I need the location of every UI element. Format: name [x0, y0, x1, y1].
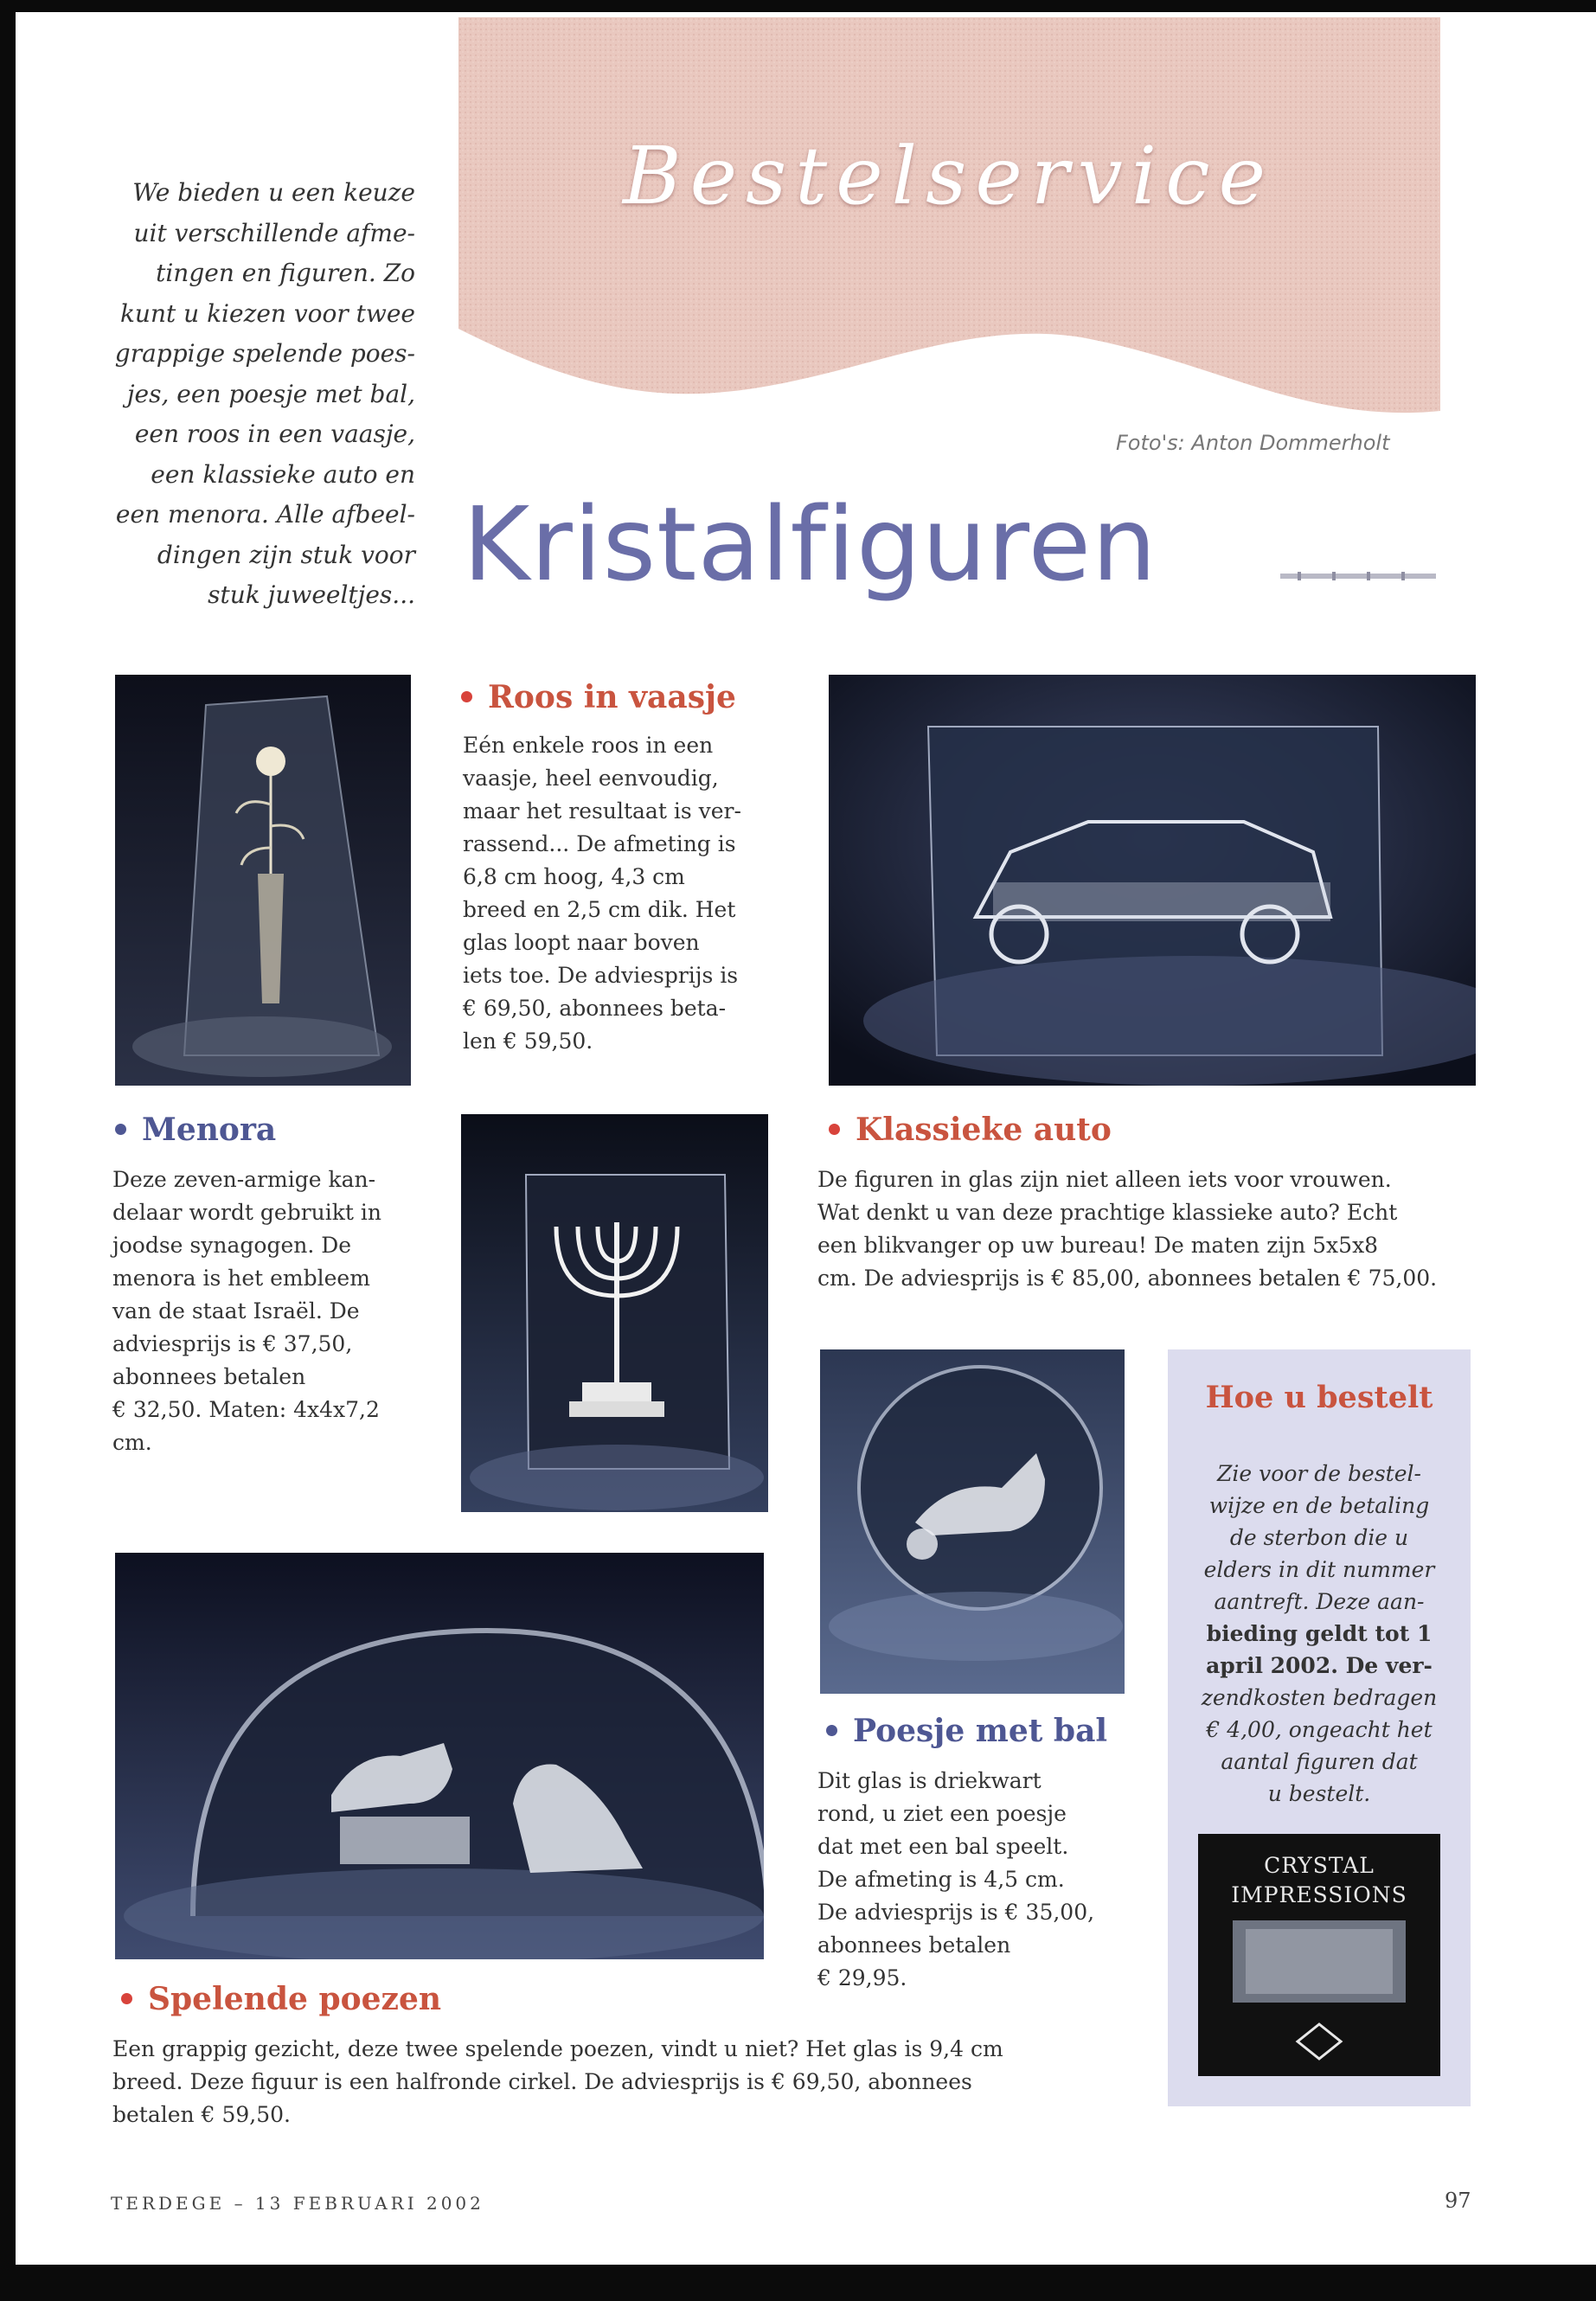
playing-cats-photo [115, 1553, 764, 1959]
scan-border-bottom [0, 2265, 1596, 2301]
crystal-block-image [1198, 1912, 1440, 2076]
crystal-impressions-wordmark: CRYSTAL IMPRESSIONS [1231, 1853, 1407, 1907]
bullet-dot-icon [461, 691, 472, 702]
order-info-title: Hoe u bestelt [1205, 1380, 1433, 1415]
heading-auto: Klassieke auto [829, 1112, 1112, 1148]
heading-menora: Menora [115, 1112, 276, 1148]
intro-text: We bieden u een keuze uit verschillende afme- tingen en figuren. Zo kunt u kiezen voor twee grappige spelende poes- jes, een poesje met bal, een roos in een vaasje, een klassieke auto en een menora. Alle afbeel- dingen zijn stuk voor stuk juweeltjes... [114, 178, 415, 609]
text-menora: Deze zeven-armige kan- delaar wordt gebruikt in joodse synagogen. De menora is het embleem van de staat Israël. De adviesprijs is € 37,50, abonnees betalen € 32,50. Maten: 4x4x7,2 cm. [112, 1167, 381, 1455]
footer-publication: TERDEGE – 13 FEBRUARI 2002 [111, 2193, 484, 2214]
bullet-dot-icon [829, 1124, 840, 1135]
cat-with-ball-photo [820, 1349, 1125, 1694]
script-title: Bestelservice [623, 130, 1275, 222]
scan-border-top [0, 0, 1596, 12]
diamond-icon [1298, 2024, 1341, 2059]
heading-poezen: Spelende poezen [121, 1981, 441, 2017]
page-number: 97 [1445, 2189, 1471, 2213]
bullet-dot-icon [826, 1725, 837, 1736]
title-ornament [1280, 571, 1436, 581]
photo-credit: Foto's: Anton Dommerholt [1116, 431, 1390, 455]
scan-border-left [0, 0, 16, 2301]
order-info-text: Zie voor de bestel- wijze en de betaling de sterbon die u elders in dit nummer aantreft. Deze aan- bieding geldt tot 1 april 2002. De ver- zendkosten bedragen € 4,00, ongeacht het aantal figuren dat u bestelt. [1201, 1461, 1438, 1806]
classic-car-photo [829, 675, 1476, 1086]
heading-roos: Roos in vaasje [461, 679, 736, 715]
rose-vase-photo [115, 675, 411, 1086]
text-poesje: Dit glas is driekwart rond, u ziet een poesje dat met een bal speelt. De afmeting is 4,5 cm. De adviesprijs is € 35,00, abonnees betalen € 29,95. [817, 1768, 1095, 1990]
page-title: Kristalfiguren [463, 484, 1157, 604]
text-poezen: Een grappig gezicht, deze twee spelende poezen, vindt u niet? Het glas is 9,4 cm breed. Deze figuur is een halfronde cirkel. De adviesprijs is € 69,50, abonnees betalen € 59,50. [112, 2036, 1003, 2127]
bullet-dot-icon [121, 1993, 132, 2004]
bullet-dot-icon [115, 1124, 126, 1135]
text-roos: Eén enkele roos in een vaasje, heel eenvoudig, maar het resultaat is ver- rassend... De afmeting is 6,8 cm hoog, 4,3 cm breed en 2,5 cm dik. Het glas loopt naar boven iets toe. De adviesprijs is € 69,50, abonnees beta- len € 59,50. [463, 733, 741, 1054]
text-auto: De figuren in glas zijn niet alleen iets voor vrouwen. Wat denkt u van deze prachtige klassieke auto? Echt een blikvanger op uw bureau! De maten zijn 5x5x8 cm. De adviesprijs is € 85,00, abonnees betalen € 75,00. [817, 1167, 1438, 1291]
heading-poesje: Poesje met bal [826, 1713, 1107, 1749]
menora-photo [461, 1114, 768, 1512]
